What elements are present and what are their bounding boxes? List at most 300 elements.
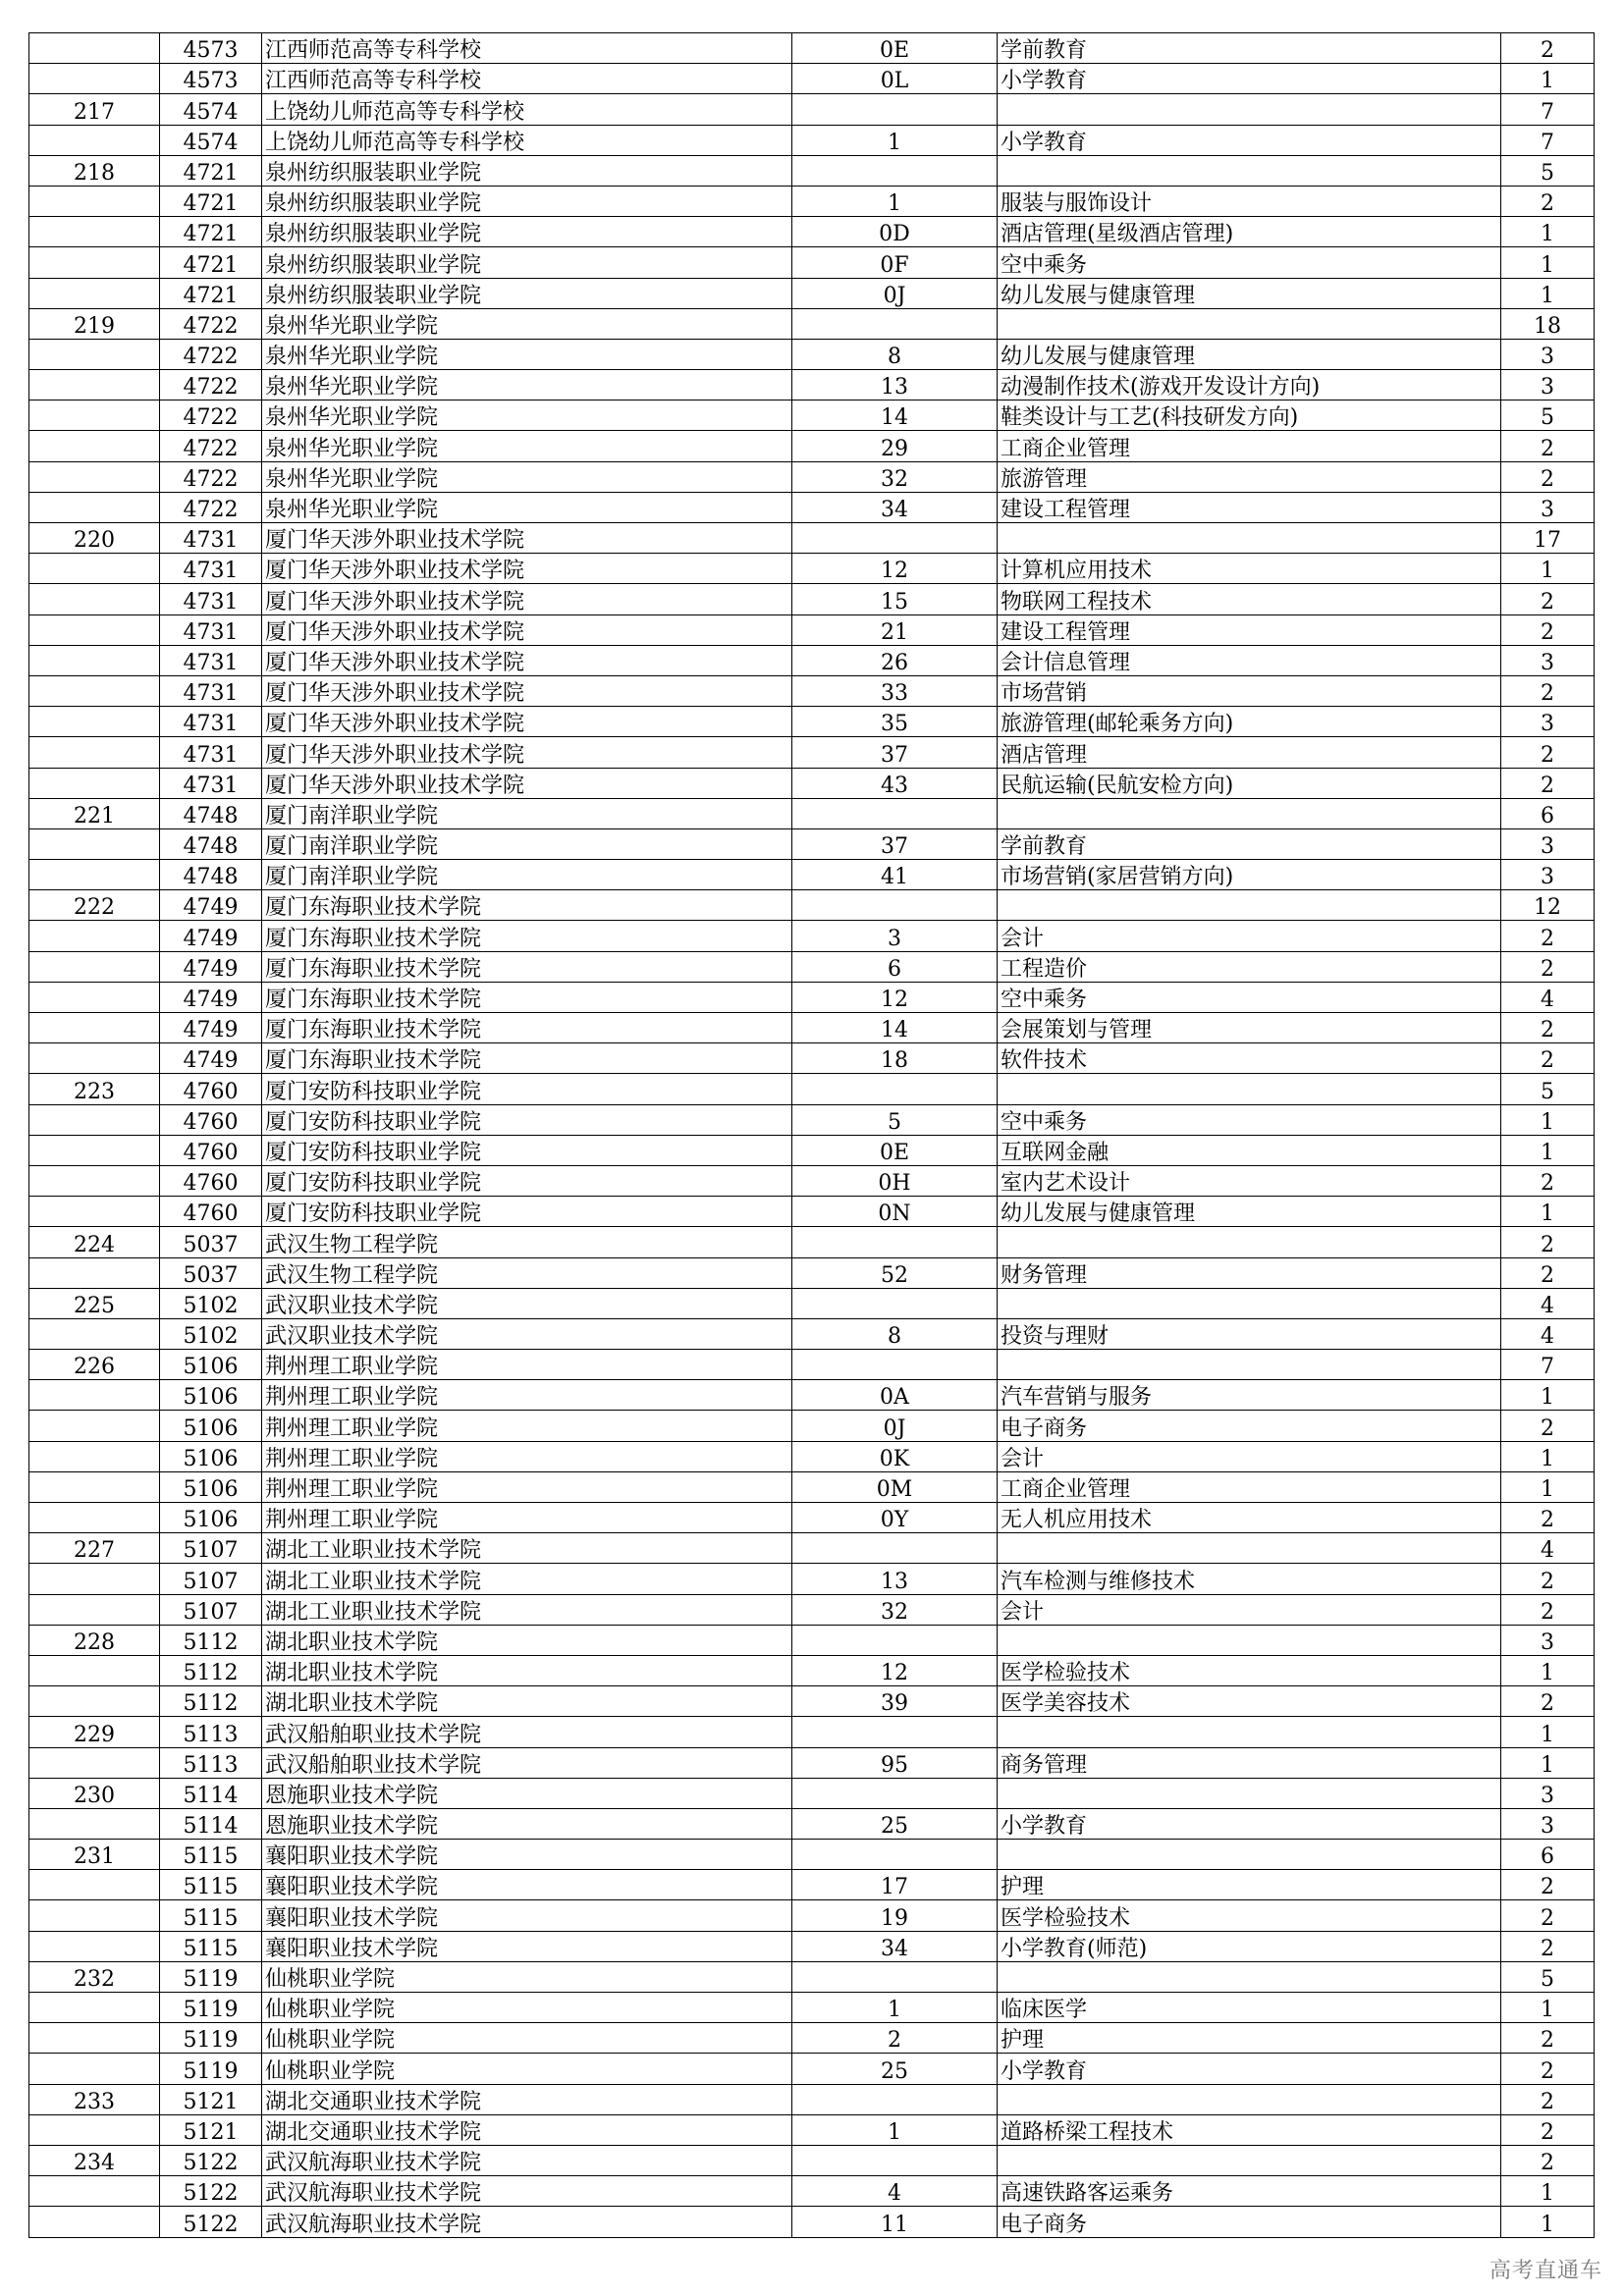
school-code-cell: 4731 [160,675,262,706]
school-code-cell: 4760 [160,1135,262,1165]
major-name-cell: 会展策划与管理 [998,1013,1501,1043]
major-code-cell [792,1227,998,1257]
major-name-cell: 市场营销 [998,675,1501,706]
major-code-cell: 3 [792,921,998,951]
major-code-cell: 32 [792,461,998,492]
school-name-cell: 上饶幼儿师范高等专科学校 [262,125,792,155]
table-row [29,1900,1595,1931]
table-row [29,400,1595,431]
plan-count-cell: 1 [1501,1135,1595,1165]
school-code-cell: 4749 [160,1043,262,1074]
major-code-cell: 25 [792,2054,998,2084]
seq-cell: 228 [29,1625,160,1655]
school-code-cell: 4760 [160,1197,262,1227]
table-row [29,951,1595,982]
major-name-cell: 工商企业管理 [998,431,1501,461]
table-row [29,1257,1595,1288]
school-code-cell: 4749 [160,1013,262,1043]
plan-count-cell: 2 [1501,33,1595,64]
plan-count-cell: 6 [1501,1840,1595,1870]
plan-count-cell: 3 [1501,492,1595,522]
school-code-cell: 5106 [160,1471,262,1502]
major-code-cell: 0J [792,1411,998,1441]
plan-count-cell: 12 [1501,890,1595,921]
school-code-cell: 5037 [160,1227,262,1257]
school-code-cell: 5107 [160,1594,262,1625]
plan-count-cell: 2 [1501,2084,1595,2114]
table-row [29,2114,1595,2145]
table-row [29,217,1595,247]
major-name-cell [998,1778,1501,1808]
seq-cell [29,614,160,645]
seq-cell [29,768,160,798]
school-code-cell: 4574 [160,94,262,125]
major-code-cell: 0Y [792,1503,998,1533]
school-code-cell: 4760 [160,1165,262,1196]
school-name-cell: 厦门南洋职业学院 [262,798,792,828]
plan-count-cell: 2 [1501,951,1595,982]
table-row [29,645,1595,675]
major-code-cell: 14 [792,400,998,431]
school-code-cell: 4731 [160,584,262,614]
seq-cell [29,1870,160,1900]
school-code-cell: 4721 [160,247,262,278]
major-name-cell [998,523,1501,554]
school-name-cell: 武汉船舶职业技术学院 [262,1717,792,1747]
school-code-cell: 4731 [160,523,262,554]
plan-count-cell: 1 [1501,1655,1595,1685]
major-code-cell [792,1074,998,1104]
major-code-cell: 11 [792,2207,998,2237]
seq-cell [29,431,160,461]
table-row [29,1931,1595,1961]
seq-cell [29,492,160,522]
major-name-cell: 工程造价 [998,951,1501,982]
plan-count-cell: 3 [1501,370,1595,400]
school-name-cell: 仙桃职业学院 [262,2023,792,2054]
major-name-cell: 建设工程管理 [998,614,1501,645]
table-row [29,1227,1595,1257]
school-name-cell: 湖北工业职业技术学院 [262,1533,792,1564]
table-row [29,1840,1595,1870]
plan-count-cell: 2 [1501,1043,1595,1074]
school-code-cell: 5113 [160,1717,262,1747]
plan-count-cell: 4 [1501,1288,1595,1318]
major-code-cell: 39 [792,1686,998,1717]
school-code-cell: 4722 [160,370,262,400]
school-name-cell: 泉州纺织服装职业学院 [262,247,792,278]
table-row [29,707,1595,737]
major-name-cell [998,1625,1501,1655]
table-row [29,370,1595,400]
seq-cell [29,278,160,308]
major-name-cell [998,798,1501,828]
seq-cell [29,461,160,492]
major-name-cell: 小学教育 [998,1808,1501,1839]
seq-cell: 225 [29,1288,160,1318]
school-name-cell: 厦门华天涉外职业技术学院 [262,707,792,737]
seq-cell [29,2207,160,2237]
major-name-cell [998,1533,1501,1564]
major-name-cell: 市场营销(家居营销方向) [998,860,1501,890]
major-code-cell: 33 [792,675,998,706]
school-name-cell: 厦门华天涉外职业技术学院 [262,768,792,798]
major-code-cell [792,523,998,554]
table-row [29,1411,1595,1441]
school-code-cell: 5119 [160,1993,262,2023]
school-name-cell: 泉州华光职业学院 [262,339,792,369]
major-name-cell: 会计 [998,1594,1501,1625]
major-name-cell: 小学教育 [998,2054,1501,2084]
school-name-cell: 泉州华光职业学院 [262,461,792,492]
major-code-cell: 0F [792,247,998,278]
plan-count-cell: 1 [1501,554,1595,584]
major-name-cell: 学前教育 [998,828,1501,859]
seq-cell [29,707,160,737]
major-code-cell: 0E [792,1135,998,1165]
seq-cell [29,186,160,216]
table-row [29,1165,1595,1196]
school-name-cell: 武汉航海职业技术学院 [262,2145,792,2175]
seq-cell [29,951,160,982]
plan-count-cell: 1 [1501,1993,1595,2023]
school-code-cell: 4731 [160,645,262,675]
seq-cell [29,1993,160,2023]
plan-count-cell: 1 [1501,278,1595,308]
table-row [29,1961,1595,1992]
major-name-cell: 会计 [998,921,1501,951]
school-code-cell: 5122 [160,2176,262,2207]
major-code-cell: 95 [792,1747,998,1778]
plan-count-cell: 2 [1501,1900,1595,1931]
major-name-cell: 鞋类设计与工艺(科技研发方向) [998,400,1501,431]
table-row [29,186,1595,216]
major-name-cell: 动漫制作技术(游戏开发设计方向) [998,370,1501,400]
school-name-cell: 厦门华天涉外职业技术学院 [262,645,792,675]
school-code-cell: 5122 [160,2145,262,2175]
major-code-cell: 0E [792,33,998,64]
table-row [29,1625,1595,1655]
major-code-cell: 52 [792,1257,998,1288]
seq-cell: 233 [29,2084,160,2114]
school-name-cell: 仙桃职业学院 [262,1993,792,2023]
major-code-cell [792,2084,998,2114]
table-row [29,1380,1595,1411]
plan-count-cell: 2 [1501,1564,1595,1594]
table-row [29,2023,1595,2054]
plan-count-cell: 2 [1501,1227,1595,1257]
table-row [29,1104,1595,1135]
table-row [29,1503,1595,1533]
major-code-cell: 6 [792,951,998,982]
plan-count-cell: 2 [1501,1686,1595,1717]
major-code-cell [792,94,998,125]
plan-count-cell: 2 [1501,1594,1595,1625]
major-code-cell: 0H [792,1165,998,1196]
major-code-cell [792,1625,998,1655]
plan-count-cell: 1 [1501,1197,1595,1227]
plan-count-cell: 3 [1501,707,1595,737]
school-name-cell: 厦门东海职业技术学院 [262,1043,792,1074]
school-code-cell: 4721 [160,155,262,186]
school-code-cell: 5106 [160,1350,262,1380]
plan-count-cell: 6 [1501,798,1595,828]
school-name-cell: 厦门华天涉外职业技术学院 [262,614,792,645]
school-name-cell: 泉州华光职业学院 [262,370,792,400]
plan-count-cell: 2 [1501,1165,1595,1196]
major-name-cell: 旅游管理(邮轮乘务方向) [998,707,1501,737]
table-row [29,828,1595,859]
seq-cell [29,1471,160,1502]
seq-cell [29,1257,160,1288]
major-code-cell: 21 [792,614,998,645]
major-name-cell: 会计 [998,1441,1501,1471]
plan-count-cell: 2 [1501,1013,1595,1043]
school-name-cell: 仙桃职业学院 [262,1961,792,1992]
table-row [29,982,1595,1012]
major-name-cell: 医学美容技术 [998,1686,1501,1717]
table-row [29,1350,1595,1380]
major-code-cell [792,2145,998,2175]
major-name-cell [998,94,1501,125]
major-code-cell [792,1778,998,1808]
school-code-cell: 5107 [160,1533,262,1564]
major-code-cell [792,1288,998,1318]
school-code-cell: 4731 [160,737,262,768]
plan-count-cell: 1 [1501,217,1595,247]
major-code-cell: 1 [792,1993,998,2023]
seq-cell [29,1165,160,1196]
table-row [29,523,1595,554]
seq-cell [29,554,160,584]
seq-cell [29,33,160,64]
school-name-cell: 武汉职业技术学院 [262,1318,792,1349]
major-name-cell: 计算机应用技术 [998,554,1501,584]
school-name-cell: 厦门安防科技职业学院 [262,1197,792,1227]
major-name-cell [998,1717,1501,1747]
table-row [29,1288,1595,1318]
school-code-cell: 5106 [160,1380,262,1411]
table-row [29,1594,1595,1625]
seq-cell: 217 [29,94,160,125]
school-code-cell: 5107 [160,1564,262,1594]
major-code-cell: 12 [792,554,998,584]
school-name-cell: 武汉船舶职业技术学院 [262,1747,792,1778]
plan-count-cell: 2 [1501,1931,1595,1961]
plan-count-cell: 2 [1501,2114,1595,2145]
major-name-cell: 幼儿发展与健康管理 [998,339,1501,369]
major-name-cell: 旅游管理 [998,461,1501,492]
major-name-cell: 幼儿发展与健康管理 [998,278,1501,308]
school-code-cell: 4573 [160,33,262,64]
major-name-cell: 投资与理财 [998,1318,1501,1349]
table-row [29,64,1595,94]
plan-count-cell: 2 [1501,921,1595,951]
plan-count-cell: 1 [1501,1717,1595,1747]
major-code-cell: 2 [792,2023,998,2054]
seq-cell [29,645,160,675]
seq-cell [29,982,160,1012]
major-name-cell: 软件技术 [998,1043,1501,1074]
major-name-cell: 电子商务 [998,2207,1501,2237]
table-row [29,278,1595,308]
seq-cell [29,1318,160,1349]
plan-count-cell: 7 [1501,94,1595,125]
seq-cell [29,1380,160,1411]
school-code-cell: 4722 [160,308,262,339]
table-row [29,461,1595,492]
plan-count-cell: 5 [1501,400,1595,431]
table-row [29,339,1595,369]
plan-count-cell: 3 [1501,828,1595,859]
school-code-cell: 5112 [160,1655,262,1685]
major-code-cell [792,1717,998,1747]
major-code-cell: 13 [792,370,998,400]
major-code-cell: 0L [792,64,998,94]
major-name-cell [998,1840,1501,1870]
seq-cell: 230 [29,1778,160,1808]
school-code-cell: 5119 [160,2023,262,2054]
table-row [29,1135,1595,1165]
seq-cell [29,1564,160,1594]
school-name-cell: 厦门安防科技职业学院 [262,1165,792,1196]
major-name-cell: 空中乘务 [998,1104,1501,1135]
table-row [29,2145,1595,2175]
major-name-cell: 空中乘务 [998,247,1501,278]
school-code-cell: 5114 [160,1778,262,1808]
school-name-cell: 泉州华光职业学院 [262,308,792,339]
plan-count-cell: 1 [1501,1104,1595,1135]
school-code-cell: 4731 [160,707,262,737]
table-row [29,155,1595,186]
plan-count-cell: 7 [1501,1350,1595,1380]
plan-count-cell: 3 [1501,645,1595,675]
plan-count-cell: 5 [1501,1961,1595,1992]
major-name-cell: 电子商务 [998,1411,1501,1441]
seq-cell [29,828,160,859]
school-name-cell: 厦门安防科技职业学院 [262,1074,792,1104]
major-name-cell: 道路桥梁工程技术 [998,2114,1501,2145]
school-name-cell: 襄阳职业技术学院 [262,1870,792,1900]
school-code-cell: 5106 [160,1503,262,1533]
school-name-cell: 厦门华天涉外职业技术学院 [262,737,792,768]
school-code-cell: 4749 [160,921,262,951]
major-name-cell: 汽车营销与服务 [998,1380,1501,1411]
major-code-cell: 34 [792,1931,998,1961]
table-row [29,1043,1595,1074]
major-name-cell [998,308,1501,339]
plan-count-cell: 4 [1501,1318,1595,1349]
school-code-cell: 5115 [160,1840,262,1870]
enrollment-plan-table [28,32,1595,2238]
major-code-cell [792,155,998,186]
seq-cell: 220 [29,523,160,554]
school-name-cell: 上饶幼儿师范高等专科学校 [262,94,792,125]
plan-count-cell: 2 [1501,461,1595,492]
major-code-cell: 0N [792,1197,998,1227]
major-code-cell: 0J [792,278,998,308]
table-row [29,1686,1595,1717]
major-code-cell: 0M [792,1471,998,1502]
school-name-cell: 荆州理工职业学院 [262,1471,792,1502]
plan-count-cell: 1 [1501,1441,1595,1471]
major-code-cell: 12 [792,982,998,1012]
major-code-cell: 25 [792,1808,998,1839]
school-name-cell: 厦门南洋职业学院 [262,828,792,859]
plan-count-cell: 2 [1501,431,1595,461]
school-name-cell: 厦门东海职业技术学院 [262,951,792,982]
table-row [29,554,1595,584]
major-name-cell: 会计信息管理 [998,645,1501,675]
school-name-cell: 泉州纺织服装职业学院 [262,155,792,186]
table-row [29,675,1595,706]
major-code-cell: 19 [792,1900,998,1931]
school-name-cell: 泉州纺织服装职业学院 [262,278,792,308]
school-code-cell: 4731 [160,614,262,645]
seq-cell: 222 [29,890,160,921]
table-row [29,1441,1595,1471]
table-row [29,768,1595,798]
major-code-cell [792,798,998,828]
major-code-cell: 35 [792,707,998,737]
table-row [29,1013,1595,1043]
major-name-cell: 医学检验技术 [998,1900,1501,1931]
table-row [29,1564,1595,1594]
major-name-cell: 民航运输(民航安检方向) [998,768,1501,798]
school-name-cell: 泉州华光职业学院 [262,492,792,522]
seq-cell: 234 [29,2145,160,2175]
school-code-cell: 5102 [160,1288,262,1318]
school-code-cell: 5113 [160,1747,262,1778]
school-code-cell: 5106 [160,1441,262,1471]
plan-count-cell: 2 [1501,584,1595,614]
seq-cell [29,584,160,614]
table-row [29,1318,1595,1349]
school-code-cell: 5115 [160,1870,262,1900]
school-code-cell: 4722 [160,339,262,369]
school-code-cell: 5037 [160,1257,262,1288]
school-name-cell: 仙桃职业学院 [262,2054,792,2084]
school-name-cell: 武汉航海职业技术学院 [262,2207,792,2237]
table-row [29,1778,1595,1808]
seq-cell [29,860,160,890]
school-code-cell: 5122 [160,2207,262,2237]
major-code-cell: 5 [792,1104,998,1135]
major-code-cell: 13 [792,1564,998,1594]
school-code-cell: 5112 [160,1686,262,1717]
school-name-cell: 湖北工业职业技术学院 [262,1594,792,1625]
plan-count-cell: 2 [1501,1257,1595,1288]
table-row [29,1655,1595,1685]
table-row [29,431,1595,461]
seq-cell [29,217,160,247]
major-code-cell [792,308,998,339]
major-code-cell: 29 [792,431,998,461]
major-name-cell: 无人机应用技术 [998,1503,1501,1533]
school-code-cell: 4748 [160,860,262,890]
seq-cell [29,125,160,155]
major-name-cell [998,1227,1501,1257]
seq-cell [29,2023,160,2054]
major-code-cell [792,1961,998,1992]
major-name-cell: 医学检验技术 [998,1655,1501,1685]
school-code-cell: 5115 [160,1900,262,1931]
school-name-cell: 厦门华天涉外职业技术学院 [262,554,792,584]
table-row [29,94,1595,125]
major-name-cell: 临床医学 [998,1993,1501,2023]
seq-cell [29,1808,160,1839]
major-name-cell: 酒店管理 [998,737,1501,768]
